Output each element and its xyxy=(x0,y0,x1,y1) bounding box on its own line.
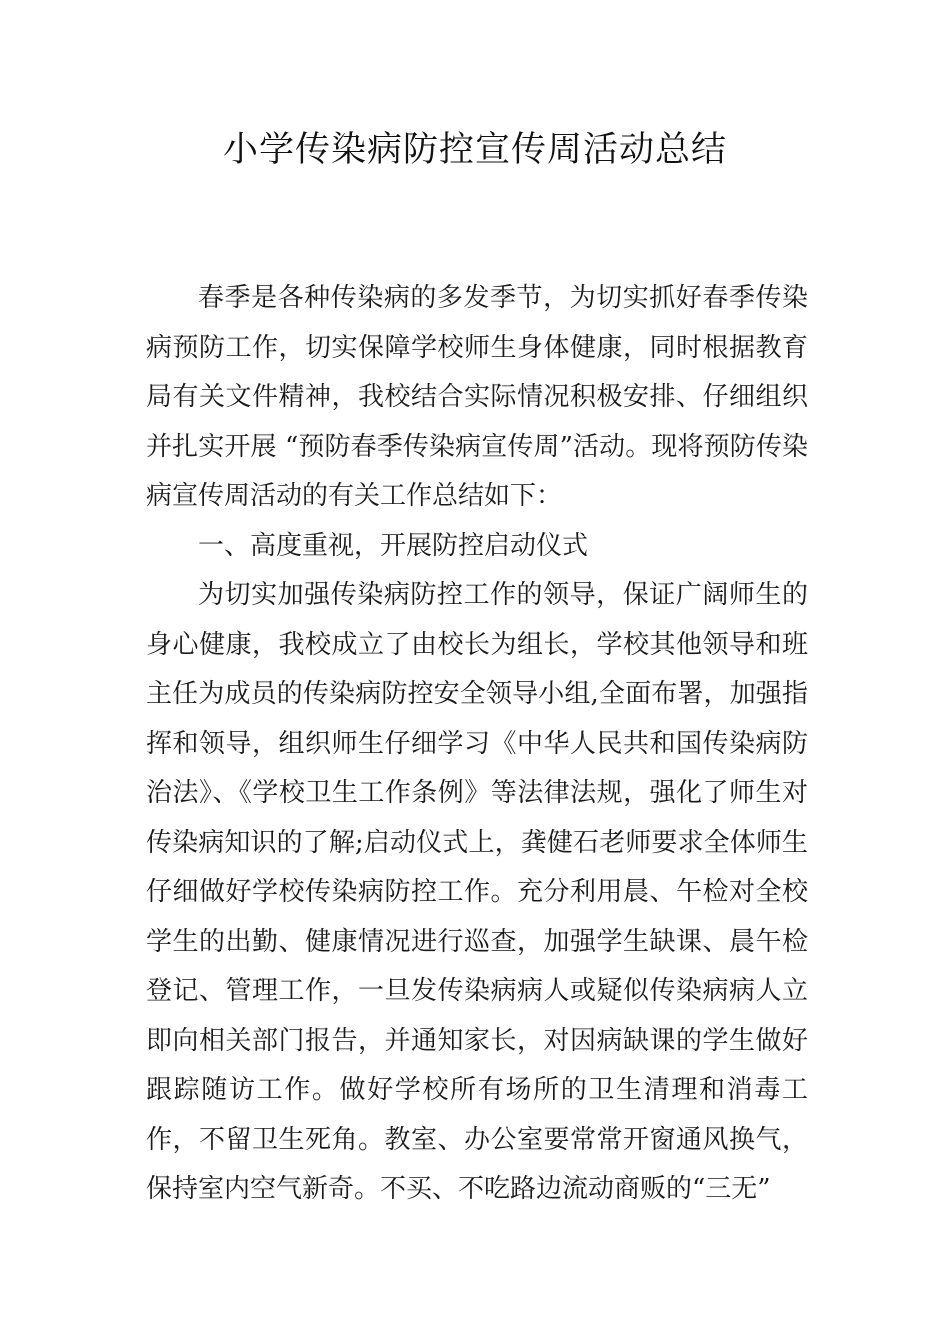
paragraph-section-1: 为切实加强传染病防控工作的领导，保证广阔师生的身心健康，我校成立了由校长为组长，学校其他领导和班主任为成员的传染病防控安全领导小组,全面布署，加强指挥和领导，组织师生仔细学习《中华人民共和国传染病防治法》、《学校卫生工作条例》等法律法规，强化了师生对传染病知识的了解;启动仪式上，龚健石老师要求全体师生仔细做好学校传染病防控工作。充分利用晨、午检对全校学生的出勤、健康情况进行巡查，加强学生缺课、晨午检登记、管理工作，一旦发传染病病人或疑似传染病病人立即向相关部门报告，并通知家长，对因病缺课的学生做好跟踪随访工作。做好学校所有场所的卫生清理和消毒工作，不留卫生死角。教室、办公室要常常开窗通风换气，保持室内空气新奇。不买、不吃路边流动商贩的“三无” xyxy=(146,580,808,1204)
section-heading-1: 一、高度重视，开展防控启动仪式 xyxy=(198,530,589,561)
paragraph-intro: 春季是各种传染病的多发季节，为切实抓好春季传染病预防工作，切实保障学校师生身体健康，同时根据教育局有关文件精神，我校结合实际情况积极安排、仔细组织并扎实开展 “预防春季传染病宣传周”活动。现将预防传染病宣传周活动的有关工作总结如下： xyxy=(146,283,808,511)
document-title: 小学传染病防控宣传周活动总结 xyxy=(222,130,727,170)
document-body xyxy=(146,274,808,1215)
